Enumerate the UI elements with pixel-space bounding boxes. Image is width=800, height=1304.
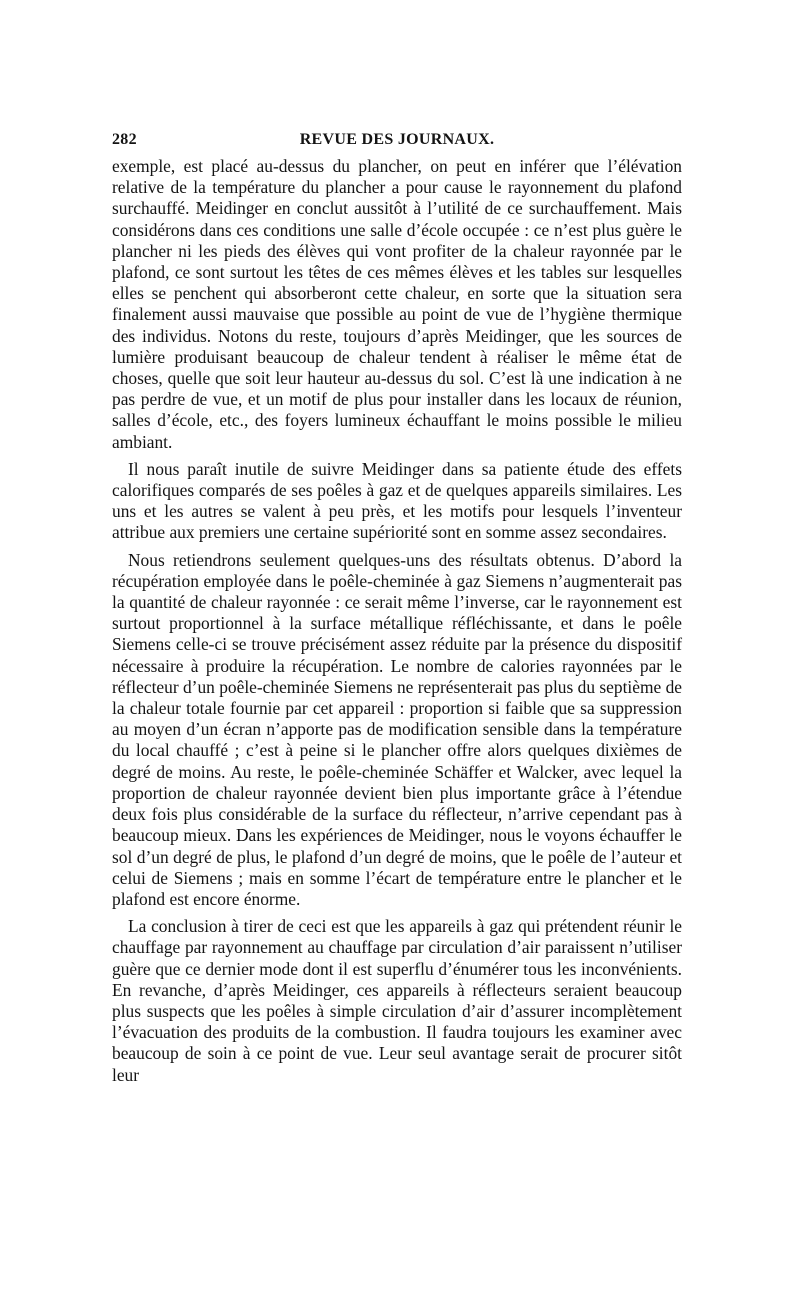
running-title: REVUE DES JOURNAUX. — [299, 131, 495, 148]
paragraph: Il nous paraît inutile de suivre Meidinger dans sa patiente étude des effets calorifiques comparés de ses poêles à gaz et de quelques appareils similaires. Les uns et les autres se valent à peu près, et les motifs pour lesquels l’inventeur attribue aux premiers une certaine supériorité sont en somme assez secondaires. — [112, 458, 682, 543]
paragraph: exemple, est placé au-dessus du plancher, on peut en inférer que l’élévation relative de la température du plancher a pour cause le rayonnement du plafond surchauffé. Meidinger en conclut aussitôt à l’utilité de ce surchauffement. Mais considérons dans ces conditions une salle d’école occupée : ce n’est plus guère le plancher ni les pieds des élèves qui vont profiter de la chaleur rayonnée par le plafond, ce sont surtout les têtes de ces mêmes élèves et les tables sur lesquelles elles se penchent qui absorberont cette chaleur, en sorte que la situation sera finalement aussi mauvaise que possible au point de vue de l’hygiène thermique des individus. Notons du reste, toujours d’après Meidinger, que les sources de lumière produisant beaucoup de chaleur tendent à réaliser le même état de choses, quelle que soit leur hauteur au-dessus du sol. C’est là une indication à ne pas perdre de vue, et un motif de plus pour installer dans les locaux de réunion, salles d’école, etc., des foyers lumineux échauffant le moins possible le milieu ambiant. — [112, 156, 682, 452]
paragraph: Nous retiendrons seulement quelques-uns des résultats obtenus. D’abord la récupération employée dans le poêle-cheminée à gaz Siemens n’augmenterait pas la quantité de chaleur rayonnée : ce serait même l’inverse, car le rayonnement est surtout proportionnel à la surface métallique réfléchissante, et dans le poêle Siemens celle-ci se trouve précisément assez réduite par la présence du dispositif nécessaire à produire la récupération. Le nombre de calories rayonnées par le réflecteur d’un poêle-cheminée Siemens ne représenterait pas plus du septième de la chaleur totale fournie par cet appareil : proportion si faible que sa suppression au moyen d’un écran n’apporte pas de modification sensible dans la température du local chauffé ; c’est à peine si le plancher offre alors quelques dixièmes de degré de moins. Au reste, le poêle-cheminée Schäffer et Walcker, avec lequel la proportion de chaleur rayonnée devient bien plus importante grâce à l’étendue deux fois plus considérable de la surface du réflecteur, n’arrive cependant pas à beaucoup mieux. Dans les expériences de Meidinger, nous le voyons échauffer le sol d’un degré de plus, le plafond d’un degré de moins, que le poêle de l’auteur et celui de Siemens ; mais en somme l’écart de température entre le plancher et le plafond est encore énorme. — [112, 549, 682, 909]
running-header — [112, 128, 682, 152]
body-text — [112, 156, 682, 1086]
paragraph: La conclusion à tirer de ceci est que les appareils à gaz qui prétendent réunir le chauffage par rayonnement au chauffage par circulation d’air paraissent n’utiliser guère que ce dernier mode dont il est superflu d’énumérer tous les inconvénients. En revanche, d’après Meidinger, ces appareils à réflecteurs seraient beaucoup plus suspects que les poêles à simple circulation d’air d’assurer incomplètement l’évacuation des produits de la combustion. Il faudra toujours les examiner avec beaucoup de soin à ce point de vue. Leur seul avantage serait de procurer sitôt leur — [112, 916, 682, 1085]
page-number: 282 — [112, 131, 137, 148]
book-page — [112, 128, 682, 1092]
